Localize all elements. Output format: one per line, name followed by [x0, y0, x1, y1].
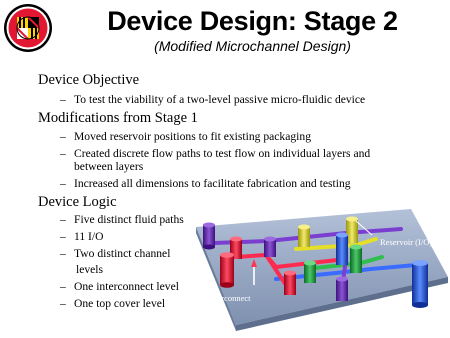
heading-device-objective: Device Objective [38, 72, 140, 88]
reservoir-label: Reservoir (I/O) [380, 237, 433, 247]
bullet-dash: – [60, 147, 66, 160]
interconnect-label: Interconnect [208, 293, 251, 303]
bullet-dash: – [60, 297, 66, 310]
bullet-text: levels [76, 263, 104, 276]
device-3d-diagram [196, 207, 448, 335]
slide-title: Device Design: Stage 2 [107, 6, 398, 36]
bullet-text: Two distinct channel [74, 247, 171, 260]
bullet-dash: – [60, 247, 66, 260]
bullet-dash: – [60, 230, 66, 243]
bullet-text: 11 I/O [74, 230, 104, 243]
bullet-dash: – [60, 93, 66, 106]
bullet-dash: – [60, 213, 66, 226]
bullet-text: Moved reservoir positions to fit existing packaging [74, 130, 311, 143]
bullet-text: One interconnect level [74, 280, 179, 293]
university-logo [3, 2, 53, 54]
bullet-text: To test the viability of a two-level passive micro-fluidic device [74, 93, 366, 106]
bullet-text: Five distinct fluid paths [74, 213, 184, 226]
bullet-text: Increased all dimensions to facilitate fabrication and testing [74, 177, 351, 190]
slide-subtitle: (Modified Microchannel Design) [154, 38, 351, 54]
bullet-text: between layers [74, 160, 144, 173]
heading-device-logic: Device Logic [38, 194, 117, 210]
bullet-dash: – [60, 130, 66, 143]
heading-modifications: Modifications from Stage 1 [38, 110, 198, 126]
bullet-text: Created discrete flow paths to test flow on individual layers and [74, 147, 371, 160]
bullet-text: One top cover level [74, 297, 166, 310]
bullet-dash: – [60, 280, 66, 293]
bullet-dash: – [60, 177, 66, 190]
